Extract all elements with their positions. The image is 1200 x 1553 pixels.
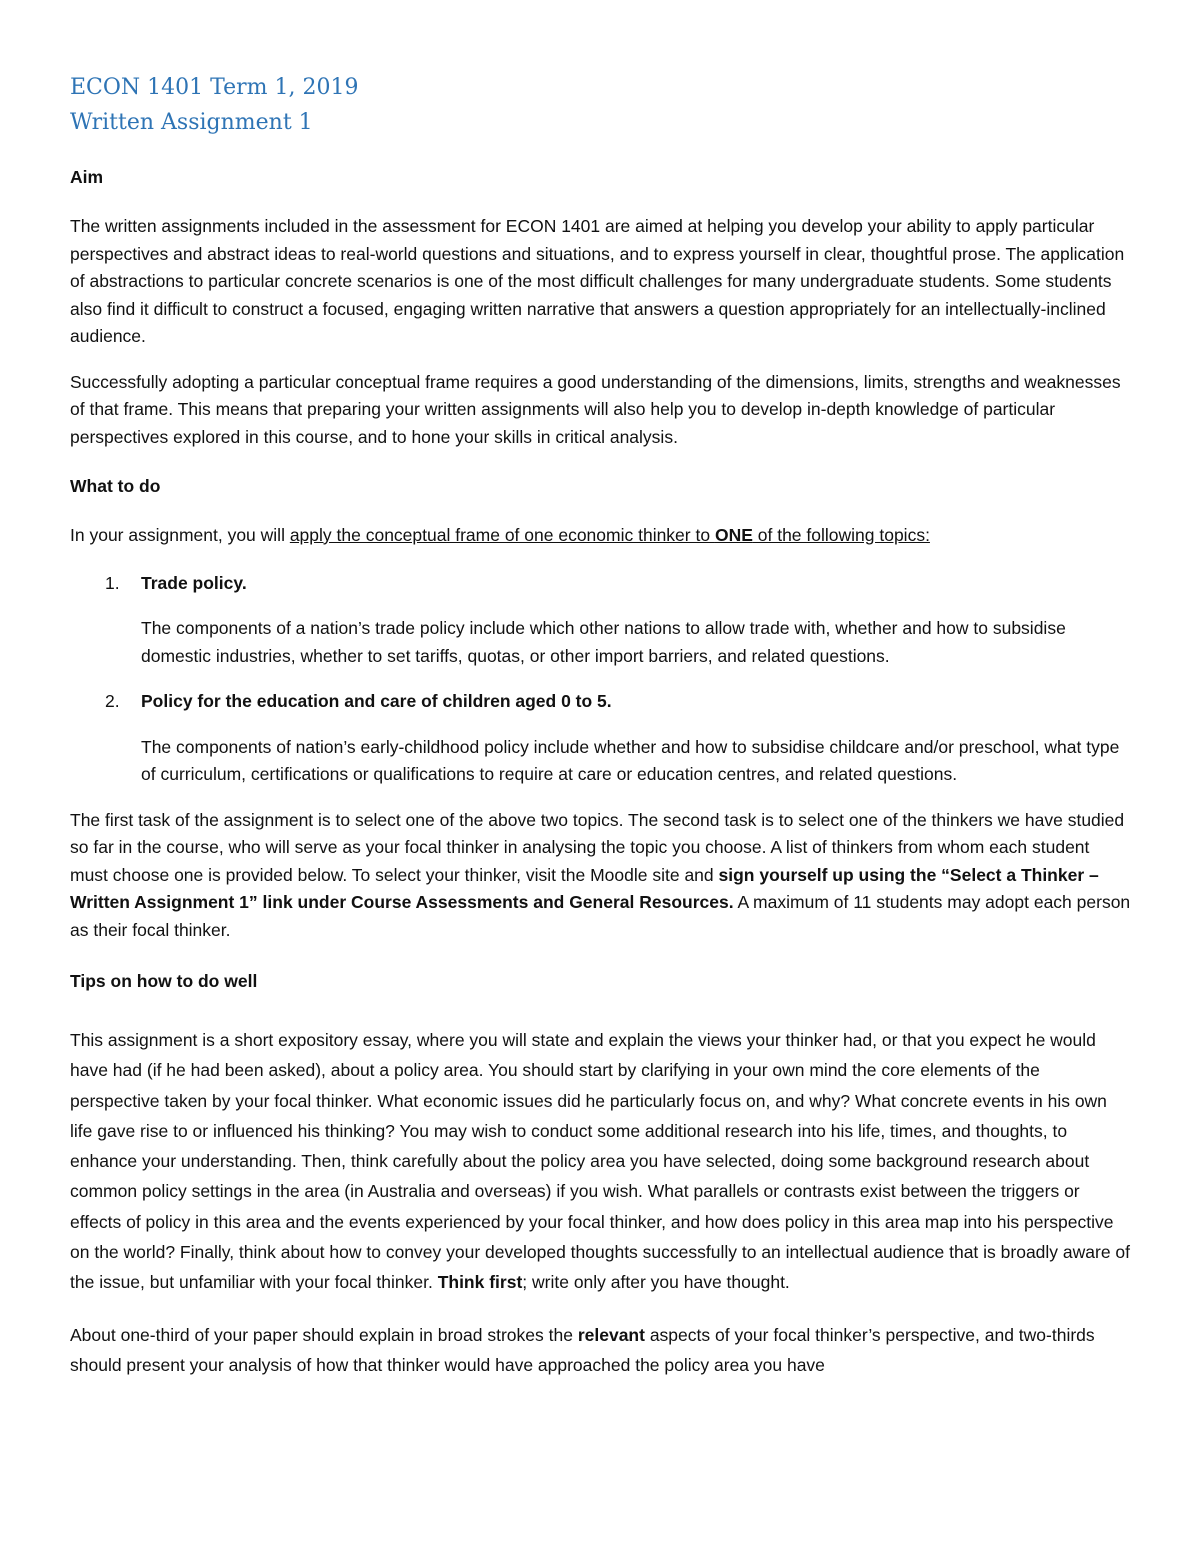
task-text: The first task of the assignment is to select one of the above two topics. The second task is to select one of the thinkers we have studied so far in the course, who will serve as your focal thinker in analysing the topic you choose. A list of thinkers from whom each student must choose one is provided below. To select your thinker, visit the Moodle site and bbox=[70, 809, 1125, 885]
topic-number: 1. bbox=[105, 572, 120, 593]
task-max-students: A maximum of 11 students may adopt each person as their focal thinker. bbox=[70, 892, 1131, 940]
what-to-do-intro bbox=[70, 522, 1132, 550]
intro-prefix: In your assignment, you will bbox=[70, 525, 290, 545]
intro-underlined bbox=[290, 525, 930, 545]
task-signup-instruction: sign yourself up using the “Select a Thinker – Written Assignment 1” link under Course Assessments and General Resources. bbox=[70, 864, 1099, 912]
tips-text-b: ; write only after you have thought. bbox=[522, 1272, 790, 1293]
topic-description: The components of a nation’s trade policy include which other nations to allow trade with, whether and how to subsidise domestic industries, whether to set tariffs, quotas, or other import barriers, and related questions. bbox=[141, 618, 1066, 666]
aim-heading: Aim bbox=[70, 167, 104, 187]
task-paragraph bbox=[70, 807, 1132, 945]
topic-number: 2. bbox=[105, 691, 120, 711]
tips2-text-b: aspects of your focal thinker’s perspective, and two-thirds should present your analysis of how that thinker would have approached the policy area you have bbox=[70, 1324, 1095, 1375]
intro-underlined-a: apply the conceptual frame of one economic thinker to bbox=[289, 525, 715, 545]
document-subtitle: Written Assignment 1 bbox=[70, 110, 313, 135]
document-title: ECON 1401 Term 1, 2019 bbox=[70, 75, 359, 100]
tips-paragraph-2 bbox=[70, 1320, 1132, 1381]
tips2-relevant: relevant bbox=[577, 1324, 645, 1345]
tips2-text-a: About one-third of your paper should explain in broad strokes the bbox=[70, 1324, 578, 1345]
tips-paragraph-1 bbox=[70, 1025, 1132, 1298]
aim-paragraph-2: Successfully adopting a particular conceptual frame requires a good understanding of the dimensions, limits, strengths and weaknesses of that frame. This means that preparing your written assignments will also help you to develop in-depth knowledge of particular perspectives explored in this course, and to hone your skills in critical analysis. bbox=[70, 371, 1121, 447]
topic-list bbox=[70, 570, 1132, 789]
intro-underlined-bold: ONE bbox=[714, 525, 753, 545]
what-to-do-heading: What to do bbox=[70, 476, 161, 496]
topic-item-trade bbox=[70, 570, 1132, 671]
intro-underlined-b: of the following topics: bbox=[752, 525, 930, 545]
tips-think-first: Think first bbox=[437, 1272, 523, 1293]
aim-paragraph-1: The written assignments included in the assessment for ECON 1401 are aimed at helping you develop your ability to apply particular perspectives and abstract ideas to real-world questions and situations, and to express yourself in clear, thoughtful prose. The application of abstractions to particular concrete scenarios is one of the most difficult challenges for many undergraduate students. Some students also find it difficult to construct a focused, engaging written narrative that answers a question appropriately for an intellectually-inclined audience. bbox=[70, 216, 1125, 346]
topic-title: Trade policy. bbox=[141, 572, 247, 593]
tips-text-a: This assignment is a short expository essay, where you will state and explain the views your thinker had, or that you expect he would have had (if he had been asked), about a policy area. You should start by clarifying in your own mind the core elements of the perspective taken by your focal thinker. What economic issues did he particularly focus on, and why? What concrete events in his own life gave rise to or influenced his thinking? You may wish to conduct some additional research into his life, times, and thoughts, to enhance your understanding. Then, think carefully about the policy area you have selected, doing some background research about common policy settings in the area (in Australia and overseas) if you wish. What parallels or contrasts exist between the triggers or effects of policy in this area and the events experienced by your focal thinker, and how does policy in this area map into his perspective on the world? Finally, think about how to convey your developed thoughts successfully to an intellectual audience that is broadly aware of the issue, but unfamiliar with your focal thinker. bbox=[70, 1030, 1131, 1293]
tips-heading: Tips on how to do well bbox=[70, 971, 258, 991]
topic-item-childcare bbox=[70, 688, 1132, 789]
topic-title: Policy for the education and care of children aged 0 to 5. bbox=[141, 691, 612, 711]
document-body bbox=[70, 70, 1132, 1380]
topic-description: The components of nation’s early-childhood policy include whether and how to subsidise childcare and/or preschool, what type of curriculum, certifications or qualifications to require at care or education centres, and related questions. bbox=[141, 736, 1120, 784]
